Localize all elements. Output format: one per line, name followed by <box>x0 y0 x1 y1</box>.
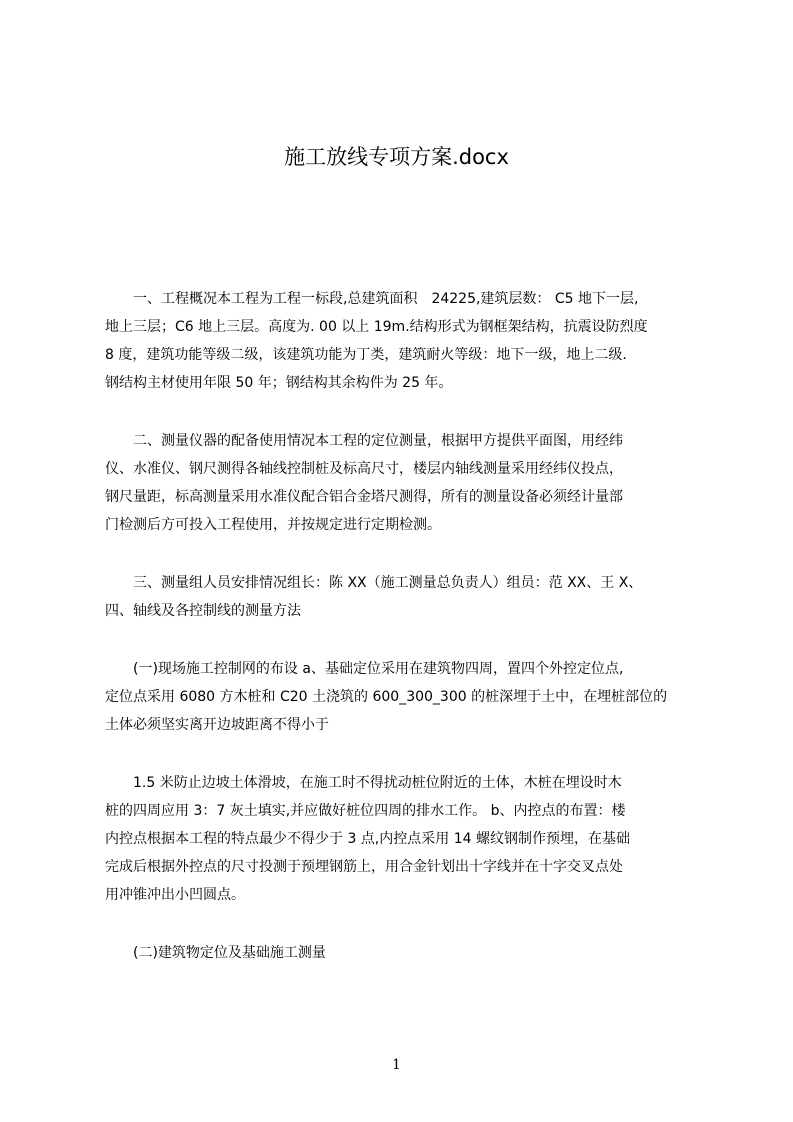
page-number: 1 <box>392 1057 401 1073</box>
paragraph-line: (二)建筑物定位及基础施工测量 <box>105 945 326 961</box>
paragraph-building-positioning <box>105 939 699 967</box>
paragraph-line: 定位点采用 6080 方木桩和 C20 土浇筑的 600_300_300 的桩深埋于土中，在埋桩部位的 <box>105 689 668 705</box>
paragraph-line: 钢结构主材使用年限 50 年；钢结构其余构件为 25 年。 <box>105 375 453 391</box>
paragraph-team <box>105 569 699 625</box>
paragraph-line: 三、测量组人员安排情况组长：陈 XX（施工测量总负责人）组员：范 XX、王 X、 <box>105 575 643 591</box>
paragraph-line: 完成后根据外控点的尺寸投测于预埋钢筋上，用合金针划出十字线并在十字交叉点处 <box>105 859 623 875</box>
paragraph-line: 8 度，建筑功能等级二级，该建筑功能为丁类，建筑耐火等级：地下一级，地上二级. <box>105 347 627 363</box>
paragraph-line: 二、测量仪器的配备使用情况本工程的定位测量，根据甲方提供平面图，用经纬 <box>105 433 623 449</box>
paragraph-line: 内控点根据本工程的特点最少不得少于 3 点,内控点采用 14 螺纹钢制作预埋，在基础 <box>105 831 630 847</box>
paragraph-line: 一、工程概况本工程为工程一标段,总建筑面积 24225,建筑层数： C5 地下一层, <box>105 291 639 307</box>
paragraph-line: 用冲锥冲出小凹圆点。 <box>105 887 245 903</box>
paragraph-line: 门检测后方可投入工程使用，并按规定进行定期检测。 <box>105 517 441 533</box>
paragraph-line: 仪、水准仪、钢尺测得各轴线控制桩及标高尺寸，楼层内轴线测量采用经纬仪投点， <box>105 461 623 477</box>
paragraph-line: 土体必须坚实离开边坡距离不得小于 <box>105 717 329 733</box>
paragraph-line: 四、轴线及各控制线的测量方法 <box>105 603 301 619</box>
document-title: 施工放线专项方案.docx <box>284 145 509 169</box>
paragraph-project-overview <box>105 285 699 397</box>
paragraph-line: 桩的四周应用 3：7 灰土填实,并应做好桩位四周的排水工作。 b、内控点的布置：楼 <box>105 803 626 819</box>
paragraph-line: 1.5 米防止边坡土体滑坡，在施工时不得扰动桩位附近的土体，木桩在埋设时木 <box>105 775 622 791</box>
paragraph-inner-control-points <box>105 769 699 909</box>
paragraph-line: 地上三层；C6 地上三层。高度为. 00 以上 19m.结构形式为钢框架结构，抗震设防烈度 <box>105 319 648 335</box>
document-body <box>105 285 699 997</box>
paragraph-line: (一)现场施工控制网的布设 a、基础定位采用在建筑物四周，置四个外控定位点, <box>105 661 624 677</box>
paragraph-line: 钢尺量距，标高测量采用水准仪配合铝合金塔尺测得，所有的测量设备必须经计量部 <box>105 489 623 505</box>
paragraph-control-network <box>105 655 699 739</box>
paragraph-instruments <box>105 427 699 539</box>
